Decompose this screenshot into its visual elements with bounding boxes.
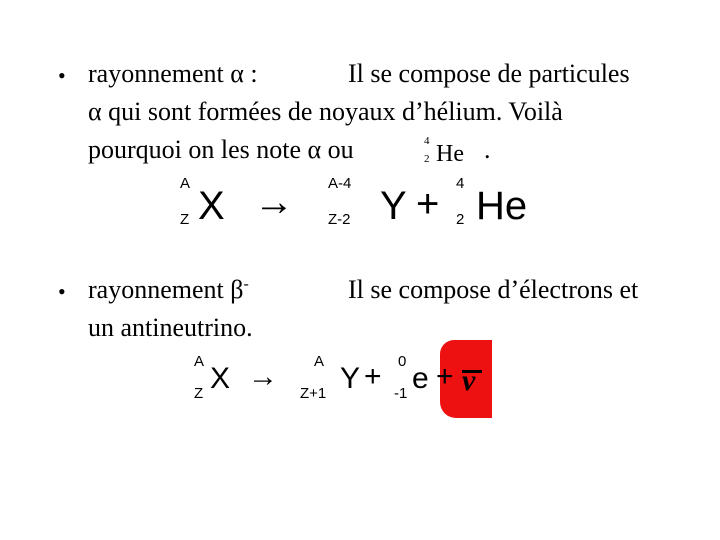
alpha-product-atomic: Z-2 [328,211,351,228]
alpha-text-line-3-period: . [484,135,491,164]
alpha-particle-atomic: 2 [456,211,465,228]
beta-label-sup: - [243,275,249,293]
beta-product-symbol: Y [340,362,361,395]
alpha-text-line-1: Il se compose de particules [348,59,630,88]
beta-arrow: → [248,360,278,393]
beta-text-line-2: un antineutrino. [88,313,253,342]
bullet-marker-alpha: • [58,63,66,88]
alpha-decay-equation [170,172,550,236]
alpha-product-symbol: Y [380,184,407,228]
alpha-reactant-symbol: X [198,184,225,228]
inline-helium-mass: 4 [424,135,430,147]
beta-reactant-mass: A [194,353,205,370]
alpha-particle-symbol: He [476,184,528,228]
inline-helium-atomic: 2 [424,153,430,165]
alpha-reactant-mass: A [180,175,191,192]
antineutrino-symbol: ν [462,364,476,397]
beta-label [88,275,249,305]
beta-electron-atomic: -1 [394,385,408,402]
beta-plus: + [364,360,382,393]
inline-helium-symbol: He [436,141,464,167]
beta-product-mass: A [314,353,325,370]
alpha-text-line-2: α qui sont formées de noyaux d’hélium. Voilà [88,97,563,126]
beta-text-line-1: Il se compose d’électrons et [348,275,639,304]
beta-label-text: rayonnement β [88,275,244,304]
alpha-plus: + [416,182,440,226]
bullet-marker-beta: • [58,279,66,304]
inline-helium-notation [422,134,482,170]
beta-decay-equation [190,352,500,408]
beta-electron-symbol: e [412,362,429,395]
alpha-product-mass: A-4 [328,175,352,192]
beta-plus-2: + [436,360,454,393]
alpha-particle-mass: 4 [456,175,465,192]
beta-electron-mass: 0 [398,353,407,370]
beta-reactant-atomic: Z [194,385,204,402]
beta-reactant-symbol: X [210,362,231,395]
alpha-arrow: → [254,180,294,224]
alpha-text-line-3: pourquoi on les note α ou [88,135,354,164]
alpha-label: rayonnement α : [88,59,258,88]
alpha-reactant-atomic: Z [180,211,190,228]
beta-product-atomic: Z+1 [300,385,327,402]
